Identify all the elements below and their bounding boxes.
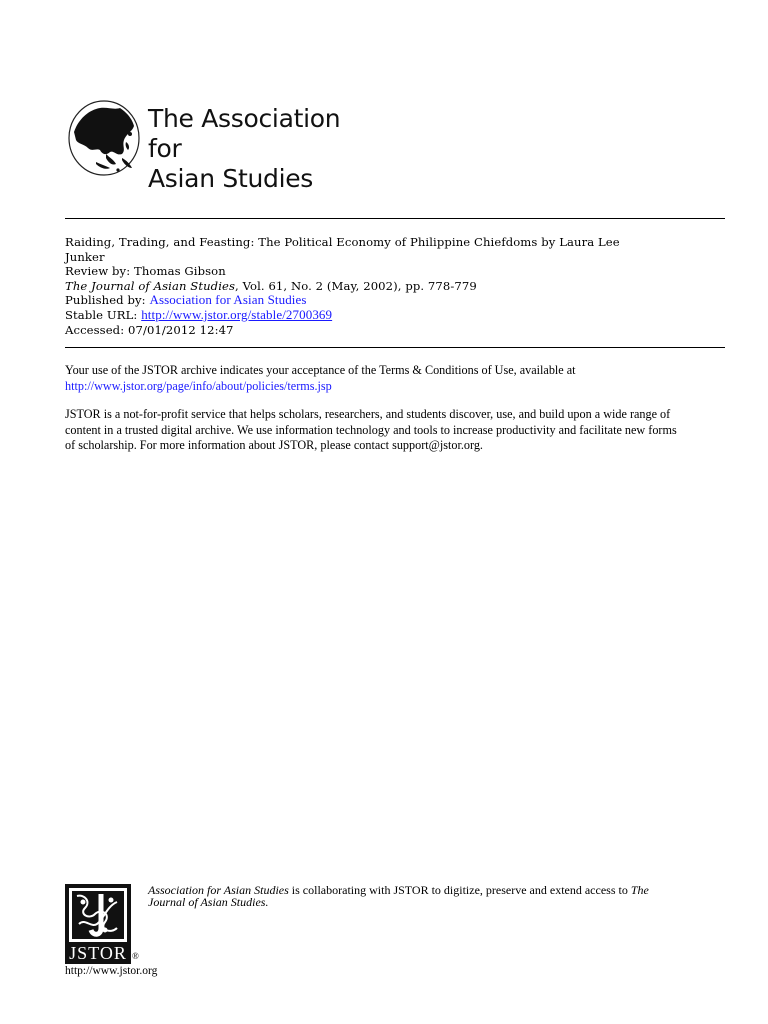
journal-line (65, 279, 727, 294)
jstor-logo-text: JSTOR (69, 943, 127, 963)
collab-journal-a: The (630, 883, 649, 897)
aas-logo-text (148, 104, 366, 194)
published-line (65, 293, 727, 308)
bottom-divider (65, 347, 725, 348)
about-paragraph (65, 407, 725, 454)
collab-org: Association for Asian Studies (148, 883, 289, 897)
registered-mark: ® (132, 951, 139, 961)
stable-url-label: Stable URL: (65, 307, 138, 322)
terms-link[interactable]: http://www.jstor.org/page/info/about/policies/terms.jsp (65, 378, 332, 393)
terms-text: Your use of the JSTOR archive indicates your acceptance of the Terms & Conditions of Use, available at (65, 363, 576, 377)
jstor-home-url: http://www.jstor.org (65, 965, 158, 977)
about-line-1: JSTOR is a not-for-profit service that helps scholars, researchers, and students discover, use, and build upon a wide range of (65, 407, 671, 421)
stable-url-line (65, 308, 727, 323)
aas-logo (66, 98, 366, 193)
journal-details: , Vol. 61, No. 2 (May, 2002), pp. 778-779 (235, 278, 477, 293)
article-title-line-2: Junker (65, 249, 105, 264)
review-line (65, 264, 727, 279)
reviewer-name: Thomas Gibson (134, 264, 226, 279)
citation-block (65, 235, 727, 337)
collab-journal-b: Journal of Asian Studies. (148, 895, 269, 909)
stable-url-link[interactable]: http://www.jstor.org/stable/2700369 (141, 306, 333, 322)
accessed-label: Accessed: (65, 322, 125, 337)
terms-paragraph (65, 363, 725, 394)
logo-line-2: Asian Studies (148, 164, 314, 193)
review-label: Review by: (65, 264, 131, 279)
asia-map-icon (66, 98, 144, 178)
collab-text: is collaborating with JSTOR to digitize, preserve and extend access to (288, 883, 631, 897)
top-divider (65, 218, 725, 219)
publisher-link[interactable]: Association for Asian Studies (149, 292, 307, 308)
about-line-2: content in a trusted digital archive. We use information technology and tools to increase productivity and facilitate new forms (65, 422, 677, 437)
accessed-line (65, 323, 727, 338)
published-label: Published by: (65, 293, 146, 308)
collaboration-note (148, 884, 728, 908)
logo-line-1: The Association for (148, 104, 341, 163)
accessed-date: 07/01/2012 12:47 (128, 322, 234, 337)
jstor-logo (65, 884, 131, 964)
article-title-line-1: Raiding, Trading, and Feasting: The Political Economy of Philippine Chiefdoms by Laura Lee (65, 235, 620, 249)
journal-title: The Journal of Asian Studies (65, 278, 236, 293)
about-line-3: of scholarship. For more information about JSTOR, please contact support@jstor.org. (65, 438, 483, 453)
